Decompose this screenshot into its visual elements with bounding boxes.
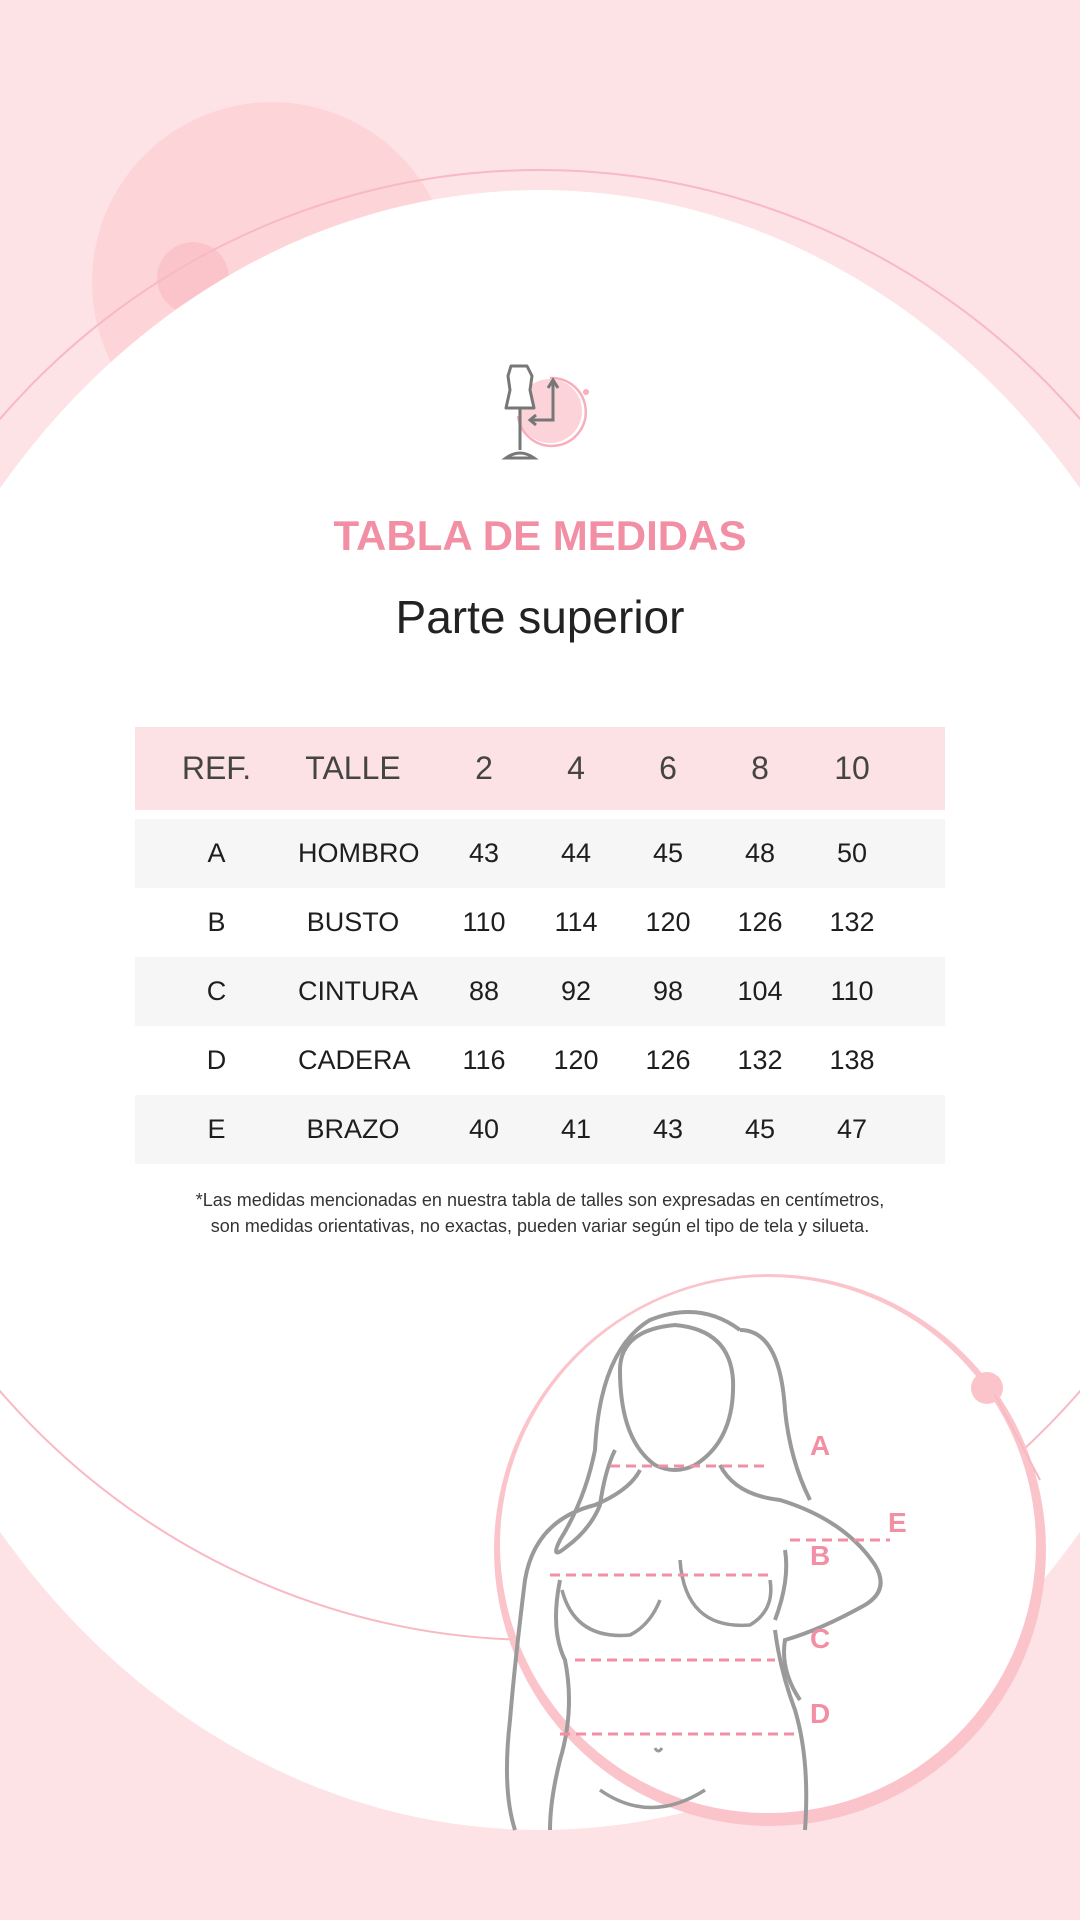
cell-ref: A: [207, 838, 226, 868]
cell-value: 132: [737, 1045, 783, 1075]
cell-value: 45: [744, 1114, 776, 1144]
column-header-size-6: 6: [659, 750, 677, 786]
cell-value: 138: [829, 1045, 875, 1075]
cell-value: 92: [560, 976, 592, 1006]
figure-label-c: C: [810, 1623, 831, 1654]
cell-talle: CINTURA: [298, 976, 418, 1006]
cell-talle: BUSTO: [306, 907, 400, 937]
measurement-note: [0, 1187, 1080, 1239]
cell-talle: HOMBRO: [298, 838, 420, 868]
table-row: [135, 957, 945, 1026]
cell-ref: E: [207, 1114, 226, 1144]
mannequin-icon: [490, 356, 600, 468]
cell-value: 120: [553, 1045, 599, 1075]
table-row: [135, 888, 945, 957]
column-header-ref: REF.: [181, 750, 252, 786]
cell-ref: C: [206, 976, 227, 1006]
column-header-size-2: 2: [475, 750, 493, 786]
cell-value: 120: [645, 907, 691, 937]
page-subtitle: Parte superior: [395, 591, 685, 643]
cell-value: 114: [554, 907, 598, 937]
cell-value: 43: [468, 838, 500, 868]
cell-value: 132: [829, 907, 875, 937]
column-header-size-8: 8: [751, 750, 769, 786]
cell-value: 44: [560, 838, 592, 868]
cell-value: 43: [652, 1114, 684, 1144]
table-row: [135, 1026, 945, 1095]
note-line-2: son medidas orientativas, no exactas, pueden variar según el tipo de tela y silueta.: [210, 1216, 870, 1236]
table-header-row: [135, 727, 945, 810]
cell-value: 47: [836, 1114, 868, 1144]
cell-value: 126: [645, 1045, 691, 1075]
cell-value: 48: [744, 838, 776, 868]
figure-label-d: D: [810, 1698, 831, 1729]
cell-value: 41: [560, 1114, 592, 1144]
figure-label-e: E: [888, 1507, 907, 1538]
column-header-size-10: 10: [834, 750, 870, 786]
cell-value: 50: [836, 838, 868, 868]
cell-value: 40: [468, 1114, 500, 1144]
cell-ref: D: [206, 1045, 227, 1075]
page-title: TABLA DE MEDIDAS: [333, 512, 747, 559]
table-row: [135, 1095, 945, 1164]
table-row: [135, 819, 945, 888]
cell-value: 45: [652, 838, 684, 868]
cell-value: 88: [468, 976, 500, 1006]
cell-ref: B: [207, 907, 226, 937]
cell-talle: CADERA: [298, 1045, 411, 1075]
cell-talle: BRAZO: [306, 1114, 400, 1144]
column-header-size-4: 4: [567, 750, 585, 786]
body-silhouette-figure: [490, 1290, 1050, 1840]
column-header-talle: TALLE: [305, 750, 401, 786]
cell-value: 98: [652, 976, 684, 1006]
cell-value: 110: [462, 907, 506, 937]
size-table: [135, 727, 945, 1164]
figure-label-a: A: [810, 1430, 831, 1461]
cell-value: 116: [462, 1045, 506, 1075]
note-line-1: *Las medidas mencionadas en nuestra tabla de talles son expresadas en centímetros,: [195, 1190, 885, 1210]
cell-value: 110: [830, 976, 874, 1006]
cell-value: 126: [737, 907, 783, 937]
figure-label-b: B: [810, 1540, 831, 1571]
cell-value: 104: [737, 976, 783, 1006]
